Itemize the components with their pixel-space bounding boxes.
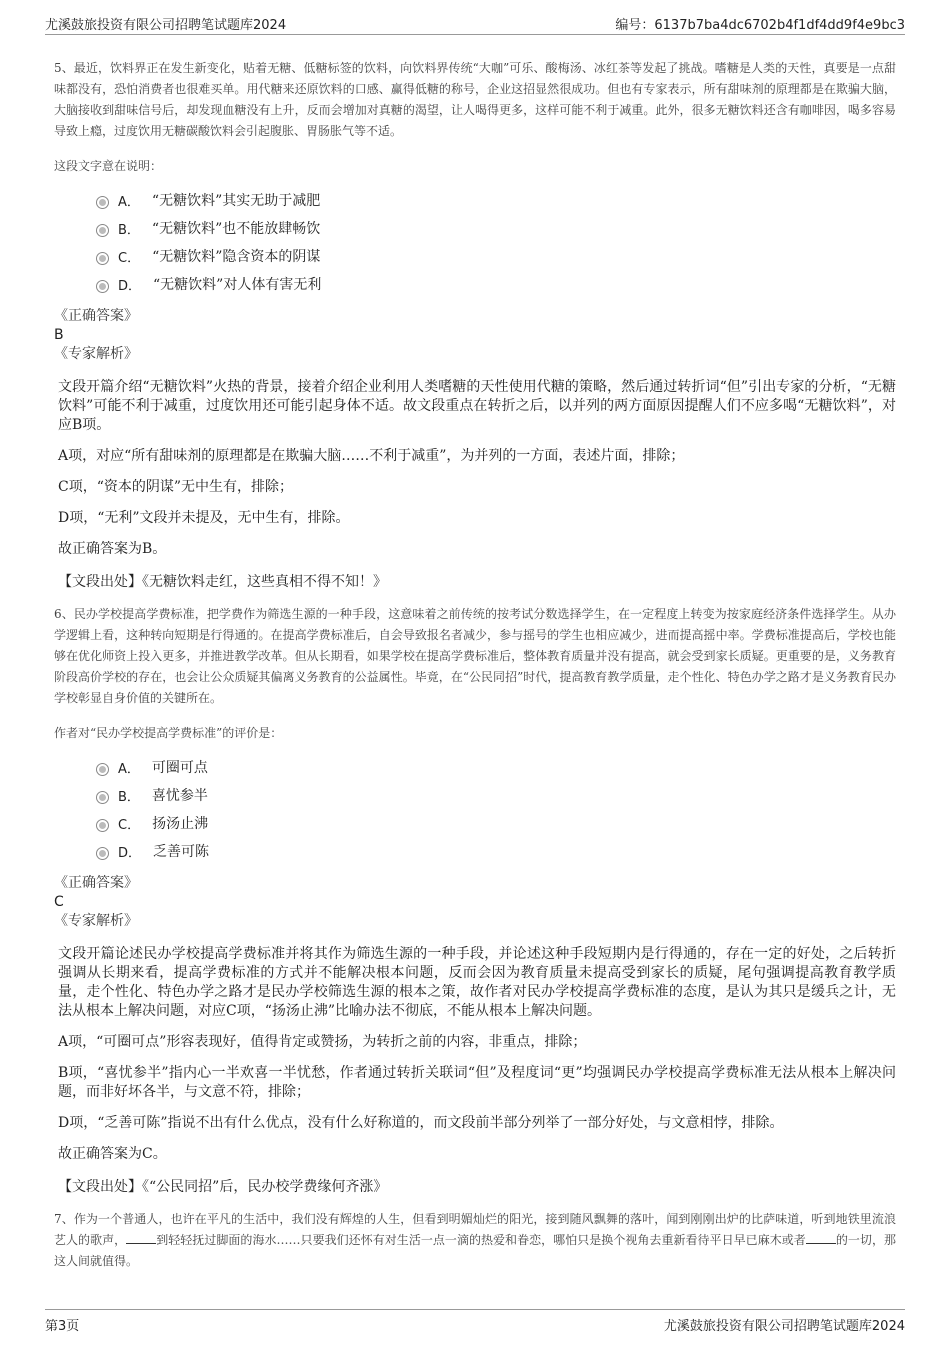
radio-icon[interactable] <box>96 819 109 832</box>
analysis-paragraph: D项，“无利”文段并未提及，无中生有，排除。 <box>58 510 350 526</box>
option-text: “无糖饮料”也不能放肆畅饮 <box>151 221 321 237</box>
page-content <box>54 58 896 1272</box>
option-text: “无糖饮料”对人体有害无利 <box>153 277 322 293</box>
question-5-text: 5、最近，饮料界正在发生新变化，贴着无糖、低糖标签的饮料，向饮料界传统“大咖”可乐、酸梅汤、冰红茶等发起了挑战。嗜糖是人类的天性，真要是一点甜味都没有，恐怕消费者也很难买单。用代糖来还原饮料的口感、赢得低糖的称号，企业这招显然很成功。但也有专家表示，所有甜味剂的原理都是在欺骗大脑，大脑接收到甜味信号后，却发现血糖没有上升，反而会增加对真糖的渴望，让人喝得更多，这样可能不利于减重。此外，很多无糖饮料还含有咖啡因，喝多容易导致上瘾，过度饮用无糖碳酸饮料会引起腹胀、胃肠胀气等不适。 <box>54 61 896 138</box>
option-c[interactable] <box>96 242 896 270</box>
radio-icon[interactable] <box>96 224 109 237</box>
radio-icon[interactable] <box>96 847 109 860</box>
header-title: 尤溪鼓旅投资有限公司招聘笔试题库2024 <box>45 18 287 33</box>
option-letter: A． <box>118 194 140 210</box>
question-7-text-part: 的一切，那这人间就值得。 <box>54 1233 896 1268</box>
analysis-paragraph: A项，“可圈可点”形容表现好，值得肯定或赞扬，为转折之前的内容，非重点，排除； <box>58 1034 587 1050</box>
option-a[interactable] <box>96 186 896 214</box>
option-text: 扬汤止沸 <box>152 816 209 832</box>
radio-icon[interactable] <box>96 252 109 265</box>
question-5-options <box>96 186 896 298</box>
header-code: 编号：6137b7ba4dc6702b4f1df4dd9f4e9bc3 <box>615 18 905 33</box>
question-6 <box>54 604 896 1197</box>
option-d[interactable] <box>96 837 896 865</box>
answer-label: 《正确答案》 <box>54 875 138 891</box>
option-letter: D． <box>118 278 142 294</box>
radio-icon[interactable] <box>96 763 109 776</box>
option-b[interactable] <box>96 214 896 242</box>
question-7-text-part: 7、作为一个普通人，也许在平凡的生活中，我们没有辉煌的人生，但看到明媚灿烂的阳光，接到随风飘舞的落叶，闻到刚刚出炉的比萨味道，听到地铁里流浪艺人的歌声， <box>54 1212 896 1247</box>
option-text: 乏善可陈 <box>153 844 210 860</box>
question-5 <box>54 58 896 592</box>
analysis-paragraph: C项，“资本的阴谋”无中生有，排除； <box>58 479 294 495</box>
source-citation: 【文段出处】《“公民同招”后，民办校学费缘何齐涨》 <box>58 1179 388 1195</box>
question-6-prompt: 作者对“民办学校提高学费标准”的评价是： <box>54 726 283 740</box>
analysis-label: 《专家解析》 <box>54 913 138 929</box>
footer-title: 尤溪鼓旅投资有限公司招聘笔试题库2024 <box>663 1319 905 1334</box>
question-5-prompt: 这段文字意在说明： <box>54 159 163 173</box>
radio-icon[interactable] <box>96 196 109 209</box>
analysis-label: 《专家解析》 <box>54 346 138 362</box>
radio-icon[interactable] <box>96 791 109 804</box>
analysis-paragraph: 文段开篇论述民办学校提高学费标准并将其作为筛选生源的一种手段，并论述这种手段短期内是行得通的，存在一定的好处，之后转折强调从长期来看，提高学费标准的方式并不能解决根本问题，反而会因为教育质量未提高受到家长的质疑，尾句强调提高教育教学质量，走个性化、特色办学之路才是民办学校筛选生源的根本之策，故作者对民办学校提高学费标准的态度，是认为其只是缓兵之计，无法从根本上解决问题，对应C项，“扬汤止沸”比喻办法不彻底，不能从根本上解决问题。 <box>58 946 896 1019</box>
option-text: 喜忧参半 <box>151 788 208 804</box>
question-6-text: 6、民办学校提高学费标准，把学费作为筛选生源的一种手段，这意味着之前传统的按考试分数选择学生，在一定程度上转变为按家庭经济条件选择学生。从办学逻辑上看，这种转向短期是行得通的。在提高学费标准后，自会导致报名者减少，参与摇号的学生也相应减少，进而提高摇中率。学费标准提高后，学校也能够在优化师资上投入更多，并推进教学改革。但从长期看，如果学校在提高学费标准后，整体教育质量并没有提高，就会受到家长质疑。更重要的是，义务教育阶段高价学校的存在，也会让公众质疑其偏离义务教育的公益属性。毕竟，在“公民同招”时代，提高教育教学质量，走个性化、特色办学之路才是义务教育民办学校彰显自身价值的关键所在。 <box>54 607 896 705</box>
analysis-paragraph: 故正确答案为B。 <box>58 541 167 557</box>
radio-icon[interactable] <box>96 280 109 293</box>
option-letter: A． <box>118 761 140 777</box>
option-letter: B． <box>118 789 140 805</box>
page-footer <box>45 1309 905 1334</box>
analysis-paragraph: A项，对应“所有甜味剂的原理都是在欺骗大脑……不利于减重”，为并列的一方面，表述片面，排除； <box>58 448 685 464</box>
fill-blank <box>126 1231 156 1244</box>
option-d[interactable] <box>96 270 896 298</box>
analysis-paragraph: 故正确答案为C。 <box>58 1146 167 1162</box>
analysis-paragraph: B项，“喜忧参半”指内心一半欢喜一半忧愁，作者通过转折关联词“但”及程度词“更”均强调民办学校提高学费标准无法从根本上解决问题，而非好坏各半，与文意不符，排除； <box>58 1065 896 1100</box>
option-text: 可圈可点 <box>151 760 208 776</box>
question-7 <box>54 1209 896 1272</box>
answer-value: B <box>54 327 64 343</box>
analysis-paragraph: D项，“乏善可陈”指说不出有什么优点，没有什么好称道的，而文段前半部分列举了一部分好处，与文意相悖，排除。 <box>58 1115 784 1131</box>
question-7-text <box>54 1209 896 1272</box>
question-7-text-part: 到轻轻抚过脚面的海水……只要我们还怀有对生活一点一滴的热爱和眷恋，哪怕只是换个视角去重新看待平日早已麻木或者 <box>156 1233 806 1247</box>
option-b[interactable] <box>96 781 896 809</box>
question-6-options <box>96 753 896 865</box>
option-letter: C． <box>118 817 141 833</box>
option-a[interactable] <box>96 753 896 781</box>
option-c[interactable] <box>96 809 896 837</box>
option-letter: B． <box>118 222 140 238</box>
option-letter: C． <box>118 250 141 266</box>
page-header <box>45 12 905 35</box>
option-text: “无糖饮料”隐含资本的阴谋 <box>152 249 321 265</box>
source-citation: 【文段出处】《无糖饮料走红，这些真相不得不知！》 <box>58 574 387 590</box>
page-number: 第3页 <box>45 1319 80 1334</box>
analysis-paragraph: 文段开篇介绍“无糖饮料”火热的背景，接着介绍企业利用人类嗜糖的天性使用代糖的策略，然后通过转折词“但”引出专家的分析，“无糖饮料”可能不利于减重，过度饮用还可能引起身体不适。故文段重点在转折之后，以并列的两方面原因提醒人们不应多喝“无糖饮料”，对应B项。 <box>58 379 896 433</box>
answer-value: C <box>54 894 64 910</box>
option-text: “无糖饮料”其实无助于减肥 <box>151 193 321 209</box>
option-letter: D． <box>118 845 142 861</box>
fill-blank <box>806 1231 836 1244</box>
answer-label: 《正确答案》 <box>54 308 138 324</box>
